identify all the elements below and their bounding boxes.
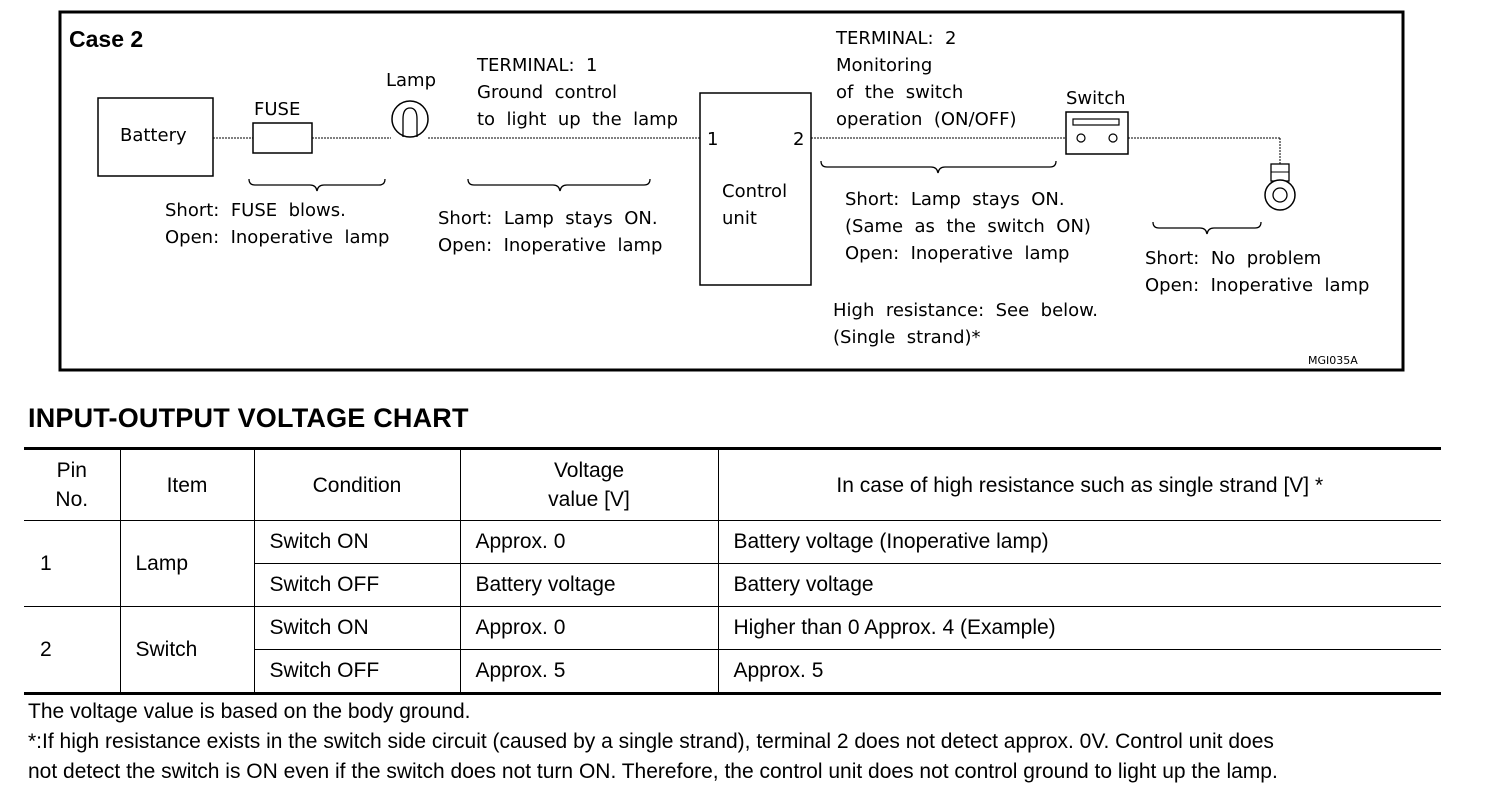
terminal2-line2: Monitoring <box>836 55 933 76</box>
control-unit-line2: unit <box>722 208 757 229</box>
note-ground: The voltage value is based on the body ground. <box>28 700 471 723</box>
lamp-icon <box>392 101 428 137</box>
switch-note-short: Short: Lamp stays ON. <box>845 189 1065 210</box>
resistance-cell: Higher than 0 Approx. 4 (Example) <box>718 607 1441 650</box>
lamp-note-short: Short: Lamp stays ON. <box>438 208 658 229</box>
lamp-note-open: Open: Inoperative lamp <box>438 235 663 256</box>
lamp-label: Lamp <box>386 70 437 91</box>
table-header-row <box>24 449 1441 521</box>
condition-cell: Switch OFF <box>254 564 460 607</box>
item-cell: Lamp <box>120 521 254 607</box>
fuse-brace <box>249 179 385 191</box>
resistance-note-line2: (Single strand)* <box>833 327 981 348</box>
ground-note-open: Open: Inoperative lamp <box>1145 275 1370 296</box>
voltage-cell: Approx. 5 <box>460 650 718 694</box>
lamp-brace <box>468 179 650 191</box>
battery-label: Battery <box>120 125 187 146</box>
resistance-cell: Battery voltage (Inoperative lamp) <box>718 521 1441 564</box>
terminal2-line4: operation (ON/OFF) <box>836 109 1017 130</box>
resistance-note-line1: High resistance: See below. <box>833 300 1098 321</box>
ground-note-short: Short: No problem <box>1145 248 1322 269</box>
resistance-cell: Battery voltage <box>718 564 1441 607</box>
switch-label: Switch <box>1066 88 1126 109</box>
terminal1-line1: TERMINAL: 1 <box>477 55 598 76</box>
header-condition: Condition <box>254 449 460 521</box>
switch-note-open: Open: Inoperative lamp <box>845 243 1070 264</box>
condition-cell: Switch ON <box>254 607 460 650</box>
voltage-chart-table <box>24 447 1441 695</box>
switch-icon <box>1066 112 1128 154</box>
note-asterisk-line1: *:If high resistance exists in the switch side circuit (caused by a single strand), terminal 2 does not detect approx. 0V. Control unit does <box>28 730 1274 753</box>
pin-cell: 2 <box>24 607 120 694</box>
ground-brace <box>1153 222 1261 234</box>
figure-code: MGI035A <box>1308 354 1358 367</box>
case-title: Case 2 <box>69 26 144 52</box>
item-cell: Switch <box>120 607 254 694</box>
condition-cell: Switch OFF <box>254 650 460 694</box>
fuse-note-open: Open: Inoperative lamp <box>165 227 390 248</box>
header-item: Item <box>120 449 254 521</box>
condition-cell: Switch ON <box>254 521 460 564</box>
header-voltage: Voltage value [V] <box>460 449 718 521</box>
pin2-label: 2 <box>793 129 805 150</box>
terminal2-line1: TERMINAL: 2 <box>836 28 957 49</box>
control-unit-line1: Control <box>722 181 788 202</box>
resistance-cell: Approx. 5 <box>718 650 1441 694</box>
header-resistance: In case of high resistance such as single strand [V] * <box>718 449 1441 521</box>
switch-note-same: (Same as the switch ON) <box>845 216 1091 237</box>
ground-icon <box>1265 164 1295 210</box>
terminal2-line3: of the switch <box>836 82 964 103</box>
table-row <box>24 521 1441 564</box>
fuse-note-short: Short: FUSE blows. <box>165 200 346 221</box>
table-row <box>24 607 1441 650</box>
pin1-label: 1 <box>707 129 719 150</box>
voltage-cell: Approx. 0 <box>460 521 718 564</box>
terminal1-line3: to light up the lamp <box>477 109 679 130</box>
note-asterisk-line2: not detect the switch is ON even if the switch does not turn ON. Therefore, the control unit does not control ground to light up the lamp. <box>28 760 1278 783</box>
terminal1-line2: Ground control <box>477 82 618 103</box>
fuse-label: FUSE <box>254 99 301 120</box>
voltage-cell: Approx. 0 <box>460 607 718 650</box>
fuse-symbol <box>253 123 312 153</box>
pin-cell: 1 <box>24 521 120 607</box>
header-pin: Pin No. <box>24 449 120 521</box>
chart-title: INPUT-OUTPUT VOLTAGE CHART <box>28 403 469 433</box>
switch-brace <box>821 161 1056 173</box>
voltage-cell: Battery voltage <box>460 564 718 607</box>
